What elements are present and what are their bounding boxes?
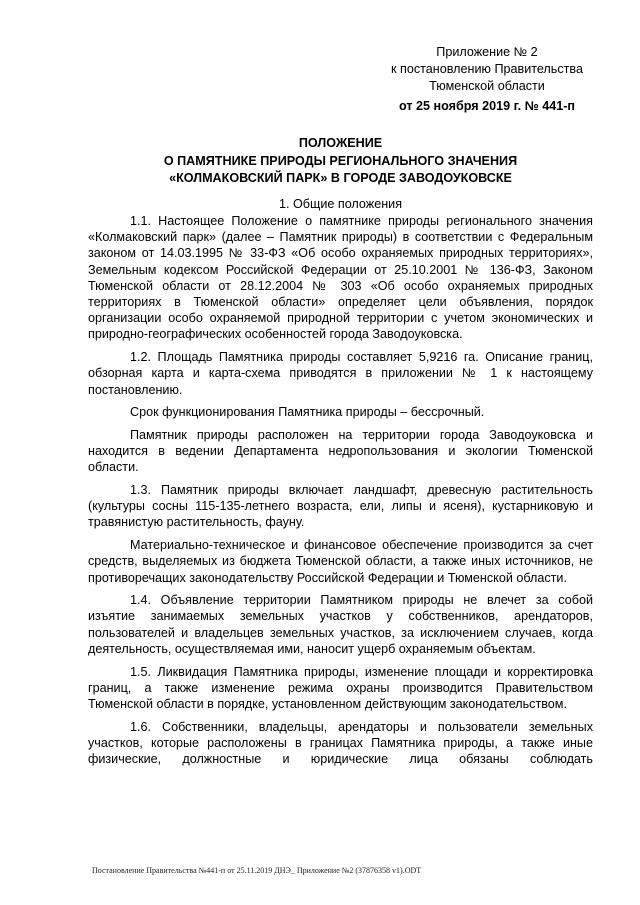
paragraph-1-6: 1.6. Собственники, владельцы, арендаторы и пользователи земельных участков, которые расположены в границах Памятника природы, а также иные физические, должностные и юридические лица обязаны соблюдать — [88, 719, 593, 767]
paragraph-1-2: 1.2. Площадь Памятника природы составляет 5,9216 га. Описание границ, обзорная карта и карта-схема приводятся в приложении № 1 к настоящему постановлению. — [88, 350, 593, 397]
paragraph-1-4: 1.4. Объявление территории Памятником природы не влечет за собой изъятие занимаемых земельных участков у собственников, арендаторов, пользователей и владельцев земельных участков, за исключением случаев, когда деятельность, осуществляемая ими, наносит ущерб охраняемым объектам. — [88, 593, 593, 656]
title-line-1: ПОЛОЖЕНИЕ — [298, 136, 383, 150]
annex-number: Приложение № 2 — [436, 45, 538, 59]
annex-reference: к постановлению Правительства — [391, 62, 583, 76]
document-title — [88, 135, 593, 188]
section-heading: 1. Общие положения — [278, 197, 403, 211]
paragraph-1-1: 1.1. Настоящее Положение о памятнике природы регионального значения «Колмаковский парк» (далее – Памятник природы) в соответствии с Федеральным законом от 14.03.1995 № 33-ФЗ «Об особо охраняемых природных территориях», Земельным кодексом Российской Федерации от 25.10.2001 № 136-ФЗ, Законом Тюменской области от 28.12.2004 № 303 «Об особо охраняемых природных территориях в Тюменской области» определяет цели объявления, порядок организации особо охраняемой природной территории с учетом экономических и природно-географических особенностей города Заводоуковска. — [88, 214, 593, 342]
page-footer: Постановление Правительства №441-п от 25.11.2019 ДНЭ_ Приложение №2 (37876358 v1).ODT — [92, 866, 422, 875]
annex-header — [372, 44, 602, 115]
paragraph-1-3: 1.3. Памятник природы включает ландшафт, древесную растительность (культуры сосны 115-135-летнего возраста, ели, липы и ясеня), кустарниковую и травянистую растительность, фауну. — [88, 483, 593, 530]
paragraph-1-5: 1.5. Ликвидация Памятника природы, изменение площади и корректировка границ, а также изменение режима охраны производится Правительством Тюменской области в порядке, установленном действующим законодательством. — [88, 664, 593, 711]
paragraph-location: Памятник природы расположен на территории города Заводоуковска и находится в ведении Департамента недропользования и экологии Тюменской области. — [88, 427, 593, 475]
annex-region: Тюменской области — [429, 79, 545, 93]
paragraph-term: Срок функционирования Памятника природы – бессрочный. — [130, 405, 485, 420]
annex-date: от 25 ноября 2019 г. № 441-п — [398, 99, 576, 113]
document-body — [88, 213, 593, 767]
title-line-2: О ПАМЯТНИКЕ ПРИРОДЫ РЕГИОНАЛЬНОГО ЗНАЧЕНИЯ — [163, 153, 518, 168]
paragraph-financing: Материально-техническое и финансовое обеспечение производится за счет средств, выделяемых из бюджета Тюменской области, а также иных источников, не противоречащих законодательству Российской Федерации и Тюменской области. — [88, 538, 593, 585]
title-line-3: «КОЛМАКОВСКИЙ ПАРК» В ГОРОДЕ ЗАВОДОУКОВСКЕ — [169, 171, 512, 185]
